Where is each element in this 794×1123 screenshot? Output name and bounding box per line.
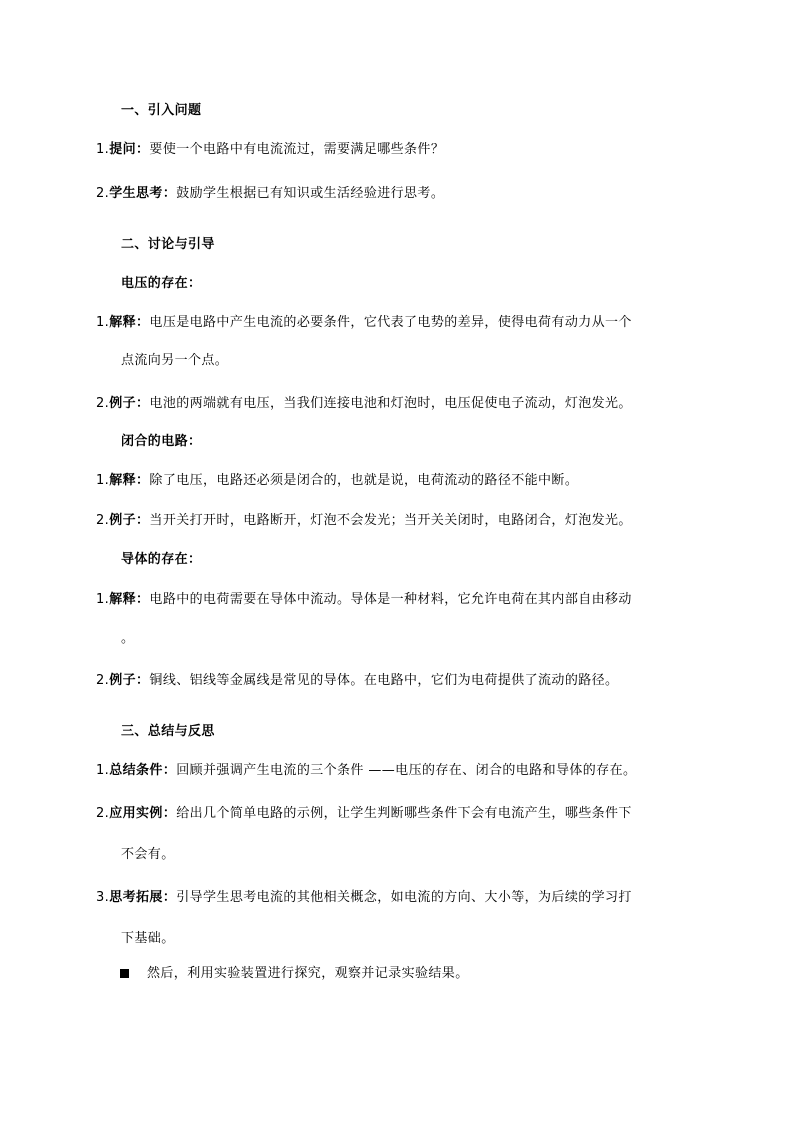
item-text: 除了电压，电路还必须是闭合的，也就是说，电荷流动的路径不能中断。	[149, 473, 579, 488]
square-bullet-icon	[120, 969, 129, 978]
list-item	[96, 889, 632, 907]
list-item	[96, 141, 444, 159]
item-label: 学生思考：	[109, 186, 177, 201]
list-item	[96, 762, 636, 780]
list-item	[96, 472, 578, 490]
item-label: 例子：	[109, 673, 150, 688]
item-label: 例子：	[109, 513, 150, 528]
item-number: 1.	[96, 473, 110, 488]
item-number: 1.	[96, 315, 110, 330]
item-text: 当开关打开时，电路断开，灯泡不会发光；当开关关闭时，电路闭合，灯泡发光。	[149, 513, 632, 528]
item-label: 应用实例：	[109, 806, 177, 821]
item-continuation: 。	[121, 631, 135, 646]
list-item	[96, 395, 632, 413]
closing-text: 然后，利用实验装置进行探究，观察并记录实验结果。	[147, 966, 469, 981]
item-text: 回顾并强调产生电流的三个条件 ——电压的存在、闭合的电路和导体的存在。	[176, 763, 637, 778]
item-label: 总结条件：	[109, 763, 177, 778]
subsection-heading-conductor: 导体的存在：	[121, 552, 202, 567]
item-label: 提问：	[109, 142, 150, 157]
item-number: 3.	[96, 890, 110, 905]
item-number: 2.	[96, 186, 110, 201]
item-text: 要使一个电路中有电流流过，需要满足哪些条件？	[149, 142, 445, 157]
item-number: 1.	[96, 592, 110, 607]
item-text: 铜线、铝线等金属线是常见的导体。在电路中，它们为电荷提供了流动的路径。	[149, 673, 619, 688]
item-text: 电池的两端就有电压，当我们连接电池和灯泡时，电压促使电子流动，灯泡发光。	[149, 396, 632, 411]
item-label: 解释：	[109, 592, 150, 607]
item-number: 1.	[96, 763, 110, 778]
item-text: 给出几个简单电路的示例，让学生判断哪些条件下会有电流产生，哪些条件下	[176, 806, 632, 821]
item-continuation: 不会有。	[121, 847, 175, 862]
section-heading-2: 二、讨论与引导	[121, 237, 215, 252]
list-item	[96, 591, 632, 609]
list-item	[96, 672, 618, 690]
list-item	[96, 314, 632, 332]
item-label: 思考拓展：	[109, 890, 177, 905]
item-number: 2.	[96, 806, 110, 821]
item-number: 2.	[96, 513, 110, 528]
item-number: 2.	[96, 673, 110, 688]
item-label: 解释：	[109, 315, 150, 330]
item-continuation: 下基础。	[121, 931, 175, 946]
item-text: 电路中的电荷需要在导体中流动。导体是一种材料，它允许电荷在其内部自由移动	[149, 592, 632, 607]
item-continuation: 点流向另一个点。	[121, 353, 229, 368]
section-heading-1: 一、引入问题	[121, 103, 202, 118]
subsection-heading-closed-circuit: 闭合的电路：	[121, 434, 202, 449]
list-item	[96, 512, 632, 530]
list-item	[96, 185, 444, 203]
item-label: 解释：	[109, 473, 150, 488]
item-number: 1.	[96, 142, 110, 157]
item-number: 2.	[96, 396, 110, 411]
subsection-heading-voltage: 电压的存在：	[121, 276, 202, 291]
section-heading-3: 三、总结与反思	[121, 724, 215, 739]
item-text: 鼓励学生根据已有知识或生活经验进行思考。	[176, 186, 445, 201]
item-text: 引导学生思考电流的其他相关概念，如电流的方向、大小等，为后续的学习打	[176, 890, 632, 905]
item-label: 例子：	[109, 396, 150, 411]
item-text: 电压是电路中产生电流的必要条件，它代表了电势的差异，使得电荷有动力从一个	[149, 315, 632, 330]
list-item	[96, 805, 632, 823]
